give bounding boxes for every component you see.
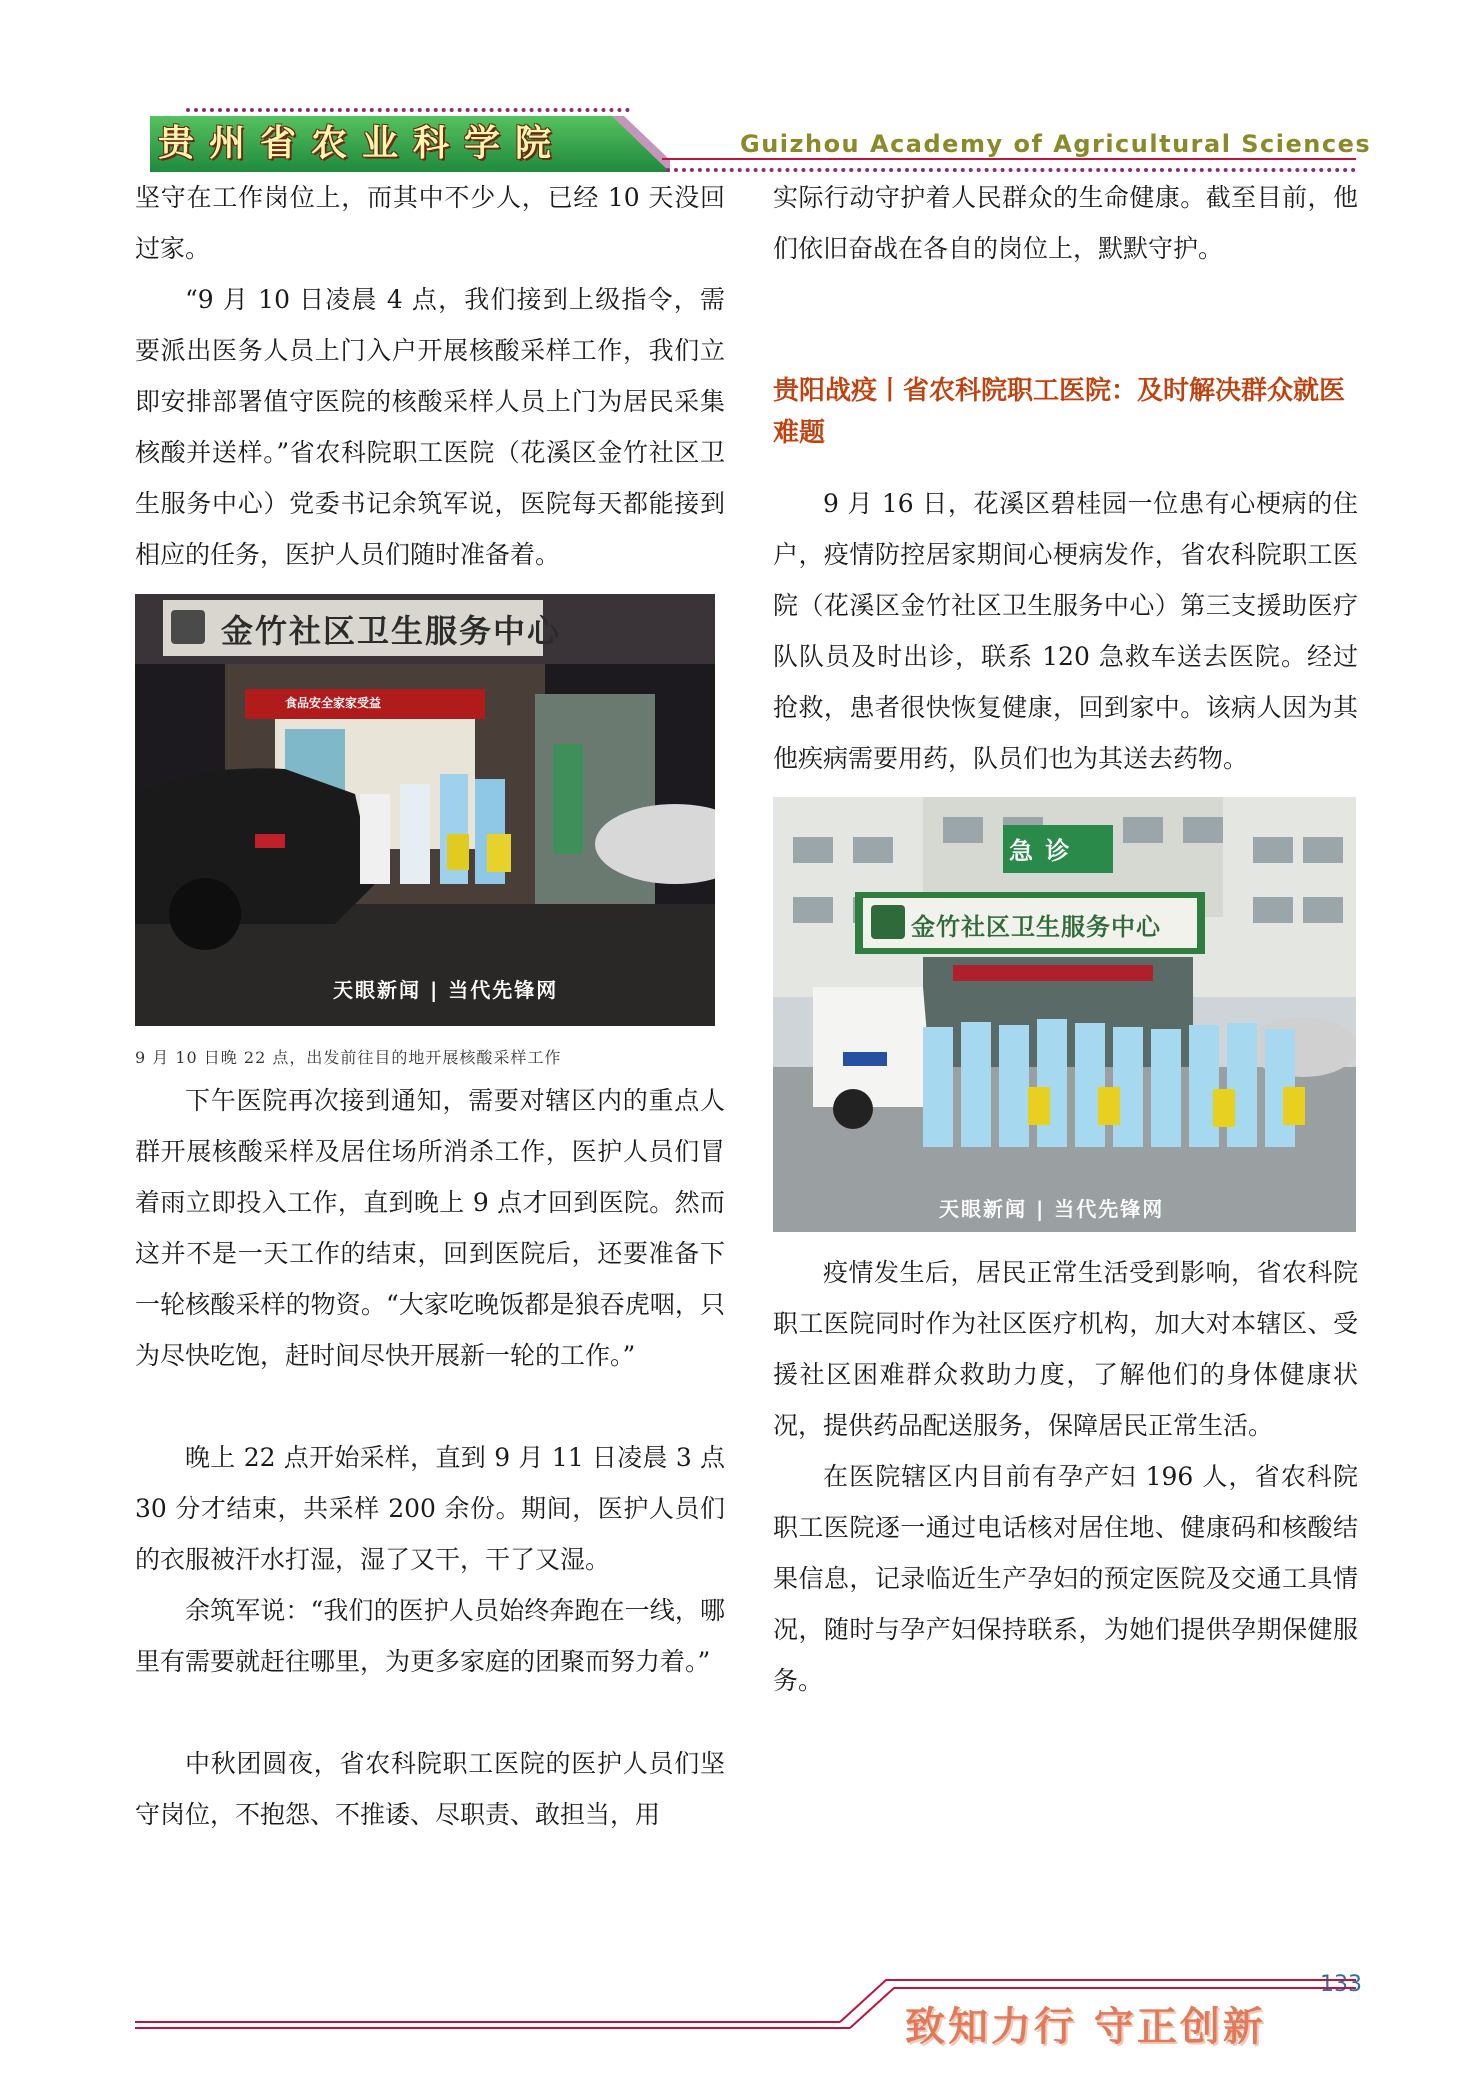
photo1-watermark: 天眼新闻 | 当代先锋网 xyxy=(333,978,559,1002)
photo2-sign-text: 金竹社区卫生服务中心 xyxy=(911,913,1161,941)
left-paragraph-5: 余筑军说：“我们的医护人员始终奔跑在一线，哪里有需要就赶往哪里，为更多家庭的团聚而努力着。” xyxy=(135,1596,725,1676)
left-paragraph-3: 下午医院再次接到通知，需要对辖区内的重点人群开展核酸采样及居住场所消杀工作，医护人员们冒着雨立即投入工作，直到晚上 9 点才回到医院。然而这并不是一天工作的结束，回到医院后，还要准备下一轮核酸采样的物资。“大家吃晚饭都是狼吞虎咽，只为尽快吃饱，赶时间尽快开展新一轮的工作。” xyxy=(135,1086,725,1370)
right-paragraph-1: 实际行动守护着人民群众的生命健康。截至目前，他们依旧奋战在各自的岗位上，默默守护。 xyxy=(773,183,1358,263)
left-paragraph-1: 坚守在工作岗位上，而其中不少人，已经 10 天没回过家。 xyxy=(135,183,725,263)
left-paragraph-6: 中秋团圆夜，省农科院职工医院的医护人员们坚守岗位，不抱怨、不推诿、尽职责、敢担当，用 xyxy=(135,1749,725,1829)
header-title-cn: 贵州省农业科学院 xyxy=(158,123,567,164)
header-dotted-line-top xyxy=(186,108,630,112)
photo2-watermark: 天眼新闻 | 当代先锋网 xyxy=(939,1197,1165,1221)
footer-motto: 致知力行 守正创新 xyxy=(905,2004,1266,2050)
right-paragraph-4: 在医院辖区内目前有孕产妇 196 人，省农科院职工医院逐一通过电话核对居住地、健康码和核酸结果信息，记录临近生产孕妇的预定医院及交通工具情况，随时与孕产妇保持联系，为她们提供孕期保健服务。 xyxy=(773,1462,1358,1695)
header-title-en: Guizhou Academy of Agricultural Sciences xyxy=(740,130,1372,158)
page-number: 133 xyxy=(1320,1972,1362,1997)
right-paragraph-2: 9 月 16 日，花溪区碧桂园一位患有心梗病的住户，疫情防控居家期间心梗病发作，省农科院职工医院（花溪区金竹社区卫生服务中心）第三支援助医疗队队员及时出诊，联系 120 急救车送去医院。经过抢救，患者很快恢复健康，回到家中。该病人因为其他疾病需要用药，队员们也为其送去药物。 xyxy=(773,489,1358,773)
photo2-top-sign: 急 诊 xyxy=(1009,837,1072,865)
photo1-small-sign: 食品安全家家受益 xyxy=(285,696,382,710)
left-paragraph-4: 晚上 22 点开始采样，直到 9 月 11 日凌晨 3 点 30 分才结束，共采样 200 余份。期间，医护人员们的衣服被汗水打湿，湿了又干，干了又湿。 xyxy=(135,1443,725,1574)
right-paragraph-3: 疫情发生后，居民正常生活受到影响，省农科院职工医院同时作为社区医疗机构，加大对本辖区、受援社区困难群众救助力度，了解他们的身体健康状况，提供药品配送服务，保障居民正常生活。 xyxy=(773,1258,1358,1440)
photo1-caption: 9 月 10 日晚 22 点，出发前往目的地开展核酸采样工作 xyxy=(135,1048,562,1067)
photo-medical-team xyxy=(773,797,1356,1232)
section-heading: 贵阳战疫丨省农科院职工医院：及时解决群众就医难题 xyxy=(773,376,1346,448)
left-paragraph-2: “9 月 10 日凌晨 4 点，我们接到上级指令，需要派出医务人员上门入户开展核酸采样工作，我们立即安排部署值守医院的核酸采样人员上门为居民采集核酸并送样。”省农科院职工医院（花溪区金竹社区卫生服务中心）党委书记余筑军说，医院每天都能接到相应的任务，医护人员们随时准备着。 xyxy=(135,285,725,569)
photo-night-sampling xyxy=(135,594,715,1026)
photo1-sign-text: 金竹社区卫生服务中心 xyxy=(221,612,562,650)
header-red-line xyxy=(662,158,1356,160)
